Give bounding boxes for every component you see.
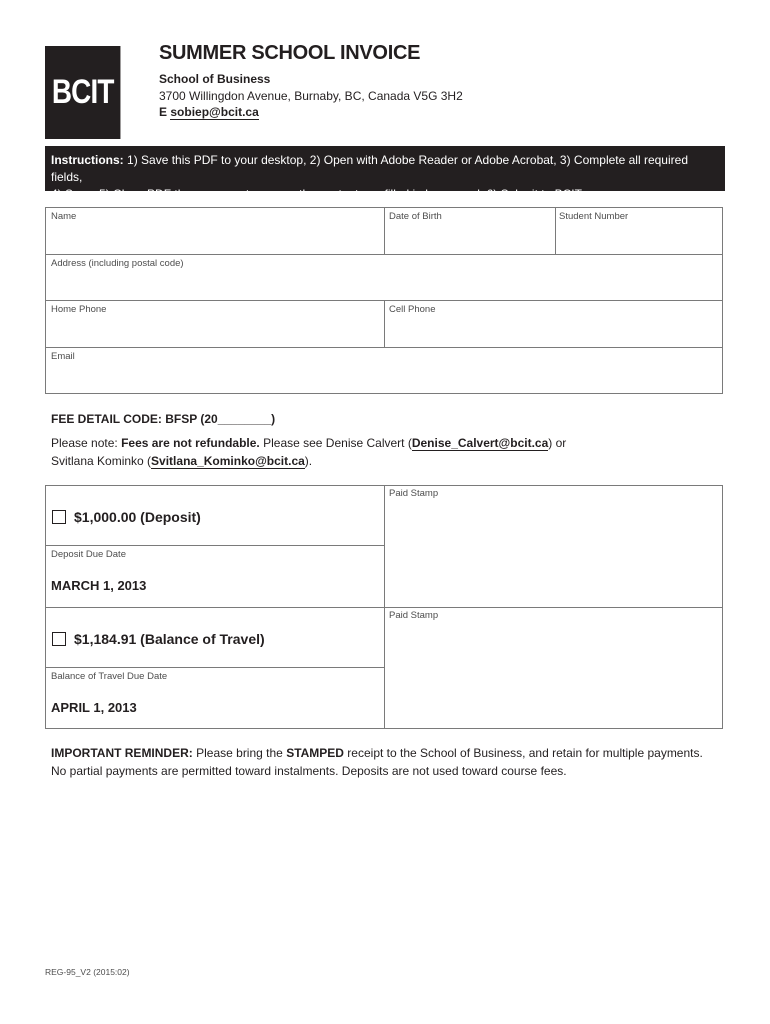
instructions-text-2: 4) Save, 5) Close PDF then re-open to ensure the content you filled in has saved, 6) Submit to BCIT. xyxy=(51,187,584,201)
contact-email-link-1[interactable]: Denise_Calvert@bcit.ca xyxy=(411,436,549,450)
deposit-amount: $1,000.00 (Deposit) xyxy=(74,509,201,525)
payment-divider xyxy=(45,607,384,608)
instructions-text-1: 1) Save this PDF to your desktop, 2) Open with Adobe Reader or Adobe Acrobat, 3) Complete all required fields, xyxy=(51,153,688,184)
email-field[interactable]: Email xyxy=(51,351,75,362)
reminder-label: IMPORTANT REMINDER: xyxy=(51,746,193,760)
form-divider xyxy=(384,207,385,254)
stamped-text: STAMPED xyxy=(286,746,344,760)
instructions-label: Instructions: xyxy=(51,153,124,167)
paid-stamp-field-2[interactable]: Paid Stamp xyxy=(389,610,439,621)
school-email xyxy=(159,105,259,119)
deposit-due-label: Deposit Due Date xyxy=(51,549,126,560)
payment-divider xyxy=(384,607,723,608)
email-prefix: E xyxy=(159,105,168,119)
not-refundable-text: Fees are not refundable. xyxy=(121,436,260,450)
instructions-bar xyxy=(45,146,725,201)
fee-detail-code: FEE DETAIL CODE: BFSP (20________) xyxy=(51,412,276,426)
dob-field[interactable]: Date of Birth xyxy=(389,211,442,222)
balance-due-label: Balance of Travel Due Date xyxy=(51,671,168,682)
balance-due-date: APRIL 1, 2013 xyxy=(51,700,137,715)
school-address: 3700 Willingdon Avenue, Burnaby, BC, Canada V5G 3H2 xyxy=(159,89,463,103)
bcit-logo: BCIT xyxy=(45,46,120,139)
student-number-field[interactable]: Student Number xyxy=(559,211,629,222)
balance-amount: $1,184.91 (Balance of Travel) xyxy=(74,631,265,647)
address-field[interactable]: Address (including postal code) xyxy=(51,258,184,269)
payment-divider xyxy=(45,545,384,546)
email-link[interactable]: sobiep@bcit.ca xyxy=(170,105,259,119)
cell-phone-field[interactable]: Cell Phone xyxy=(389,304,436,315)
deposit-checkbox[interactable] xyxy=(52,510,66,524)
refund-note: Please note: Fees are not refundable. Please see Denise Calvert (Denise_Calvert@bcit.ca) or Svitlana Kominko (Svitlana_Kominko@bcit.ca). xyxy=(51,436,567,468)
balance-checkbox[interactable] xyxy=(52,632,66,646)
form-divider xyxy=(384,300,385,347)
name-field[interactable]: Name xyxy=(51,211,77,222)
school-name: School of Business xyxy=(159,72,271,86)
form-divider xyxy=(555,207,556,254)
deposit-due-date: MARCH 1, 2013 xyxy=(51,578,147,593)
contact-email-link-2[interactable]: Svitlana_Kominko@bcit.ca xyxy=(151,454,305,468)
form-divider xyxy=(45,347,723,348)
payment-divider xyxy=(45,667,384,668)
page-title: SUMMER SCHOOL INVOICE xyxy=(159,42,421,64)
form-divider xyxy=(45,254,723,255)
form-code: REG-95_V2 (2015:02) xyxy=(45,967,130,977)
important-reminder: IMPORTANT REMINDER: Please bring the STAMPED receipt to the School of Business, and retain for multiple payments. No partial payments are permitted toward instalments. Deposits are not used toward course fees. xyxy=(51,746,703,778)
home-phone-field[interactable]: Home Phone xyxy=(51,304,107,315)
paid-stamp-field-1[interactable]: Paid Stamp xyxy=(389,488,439,499)
